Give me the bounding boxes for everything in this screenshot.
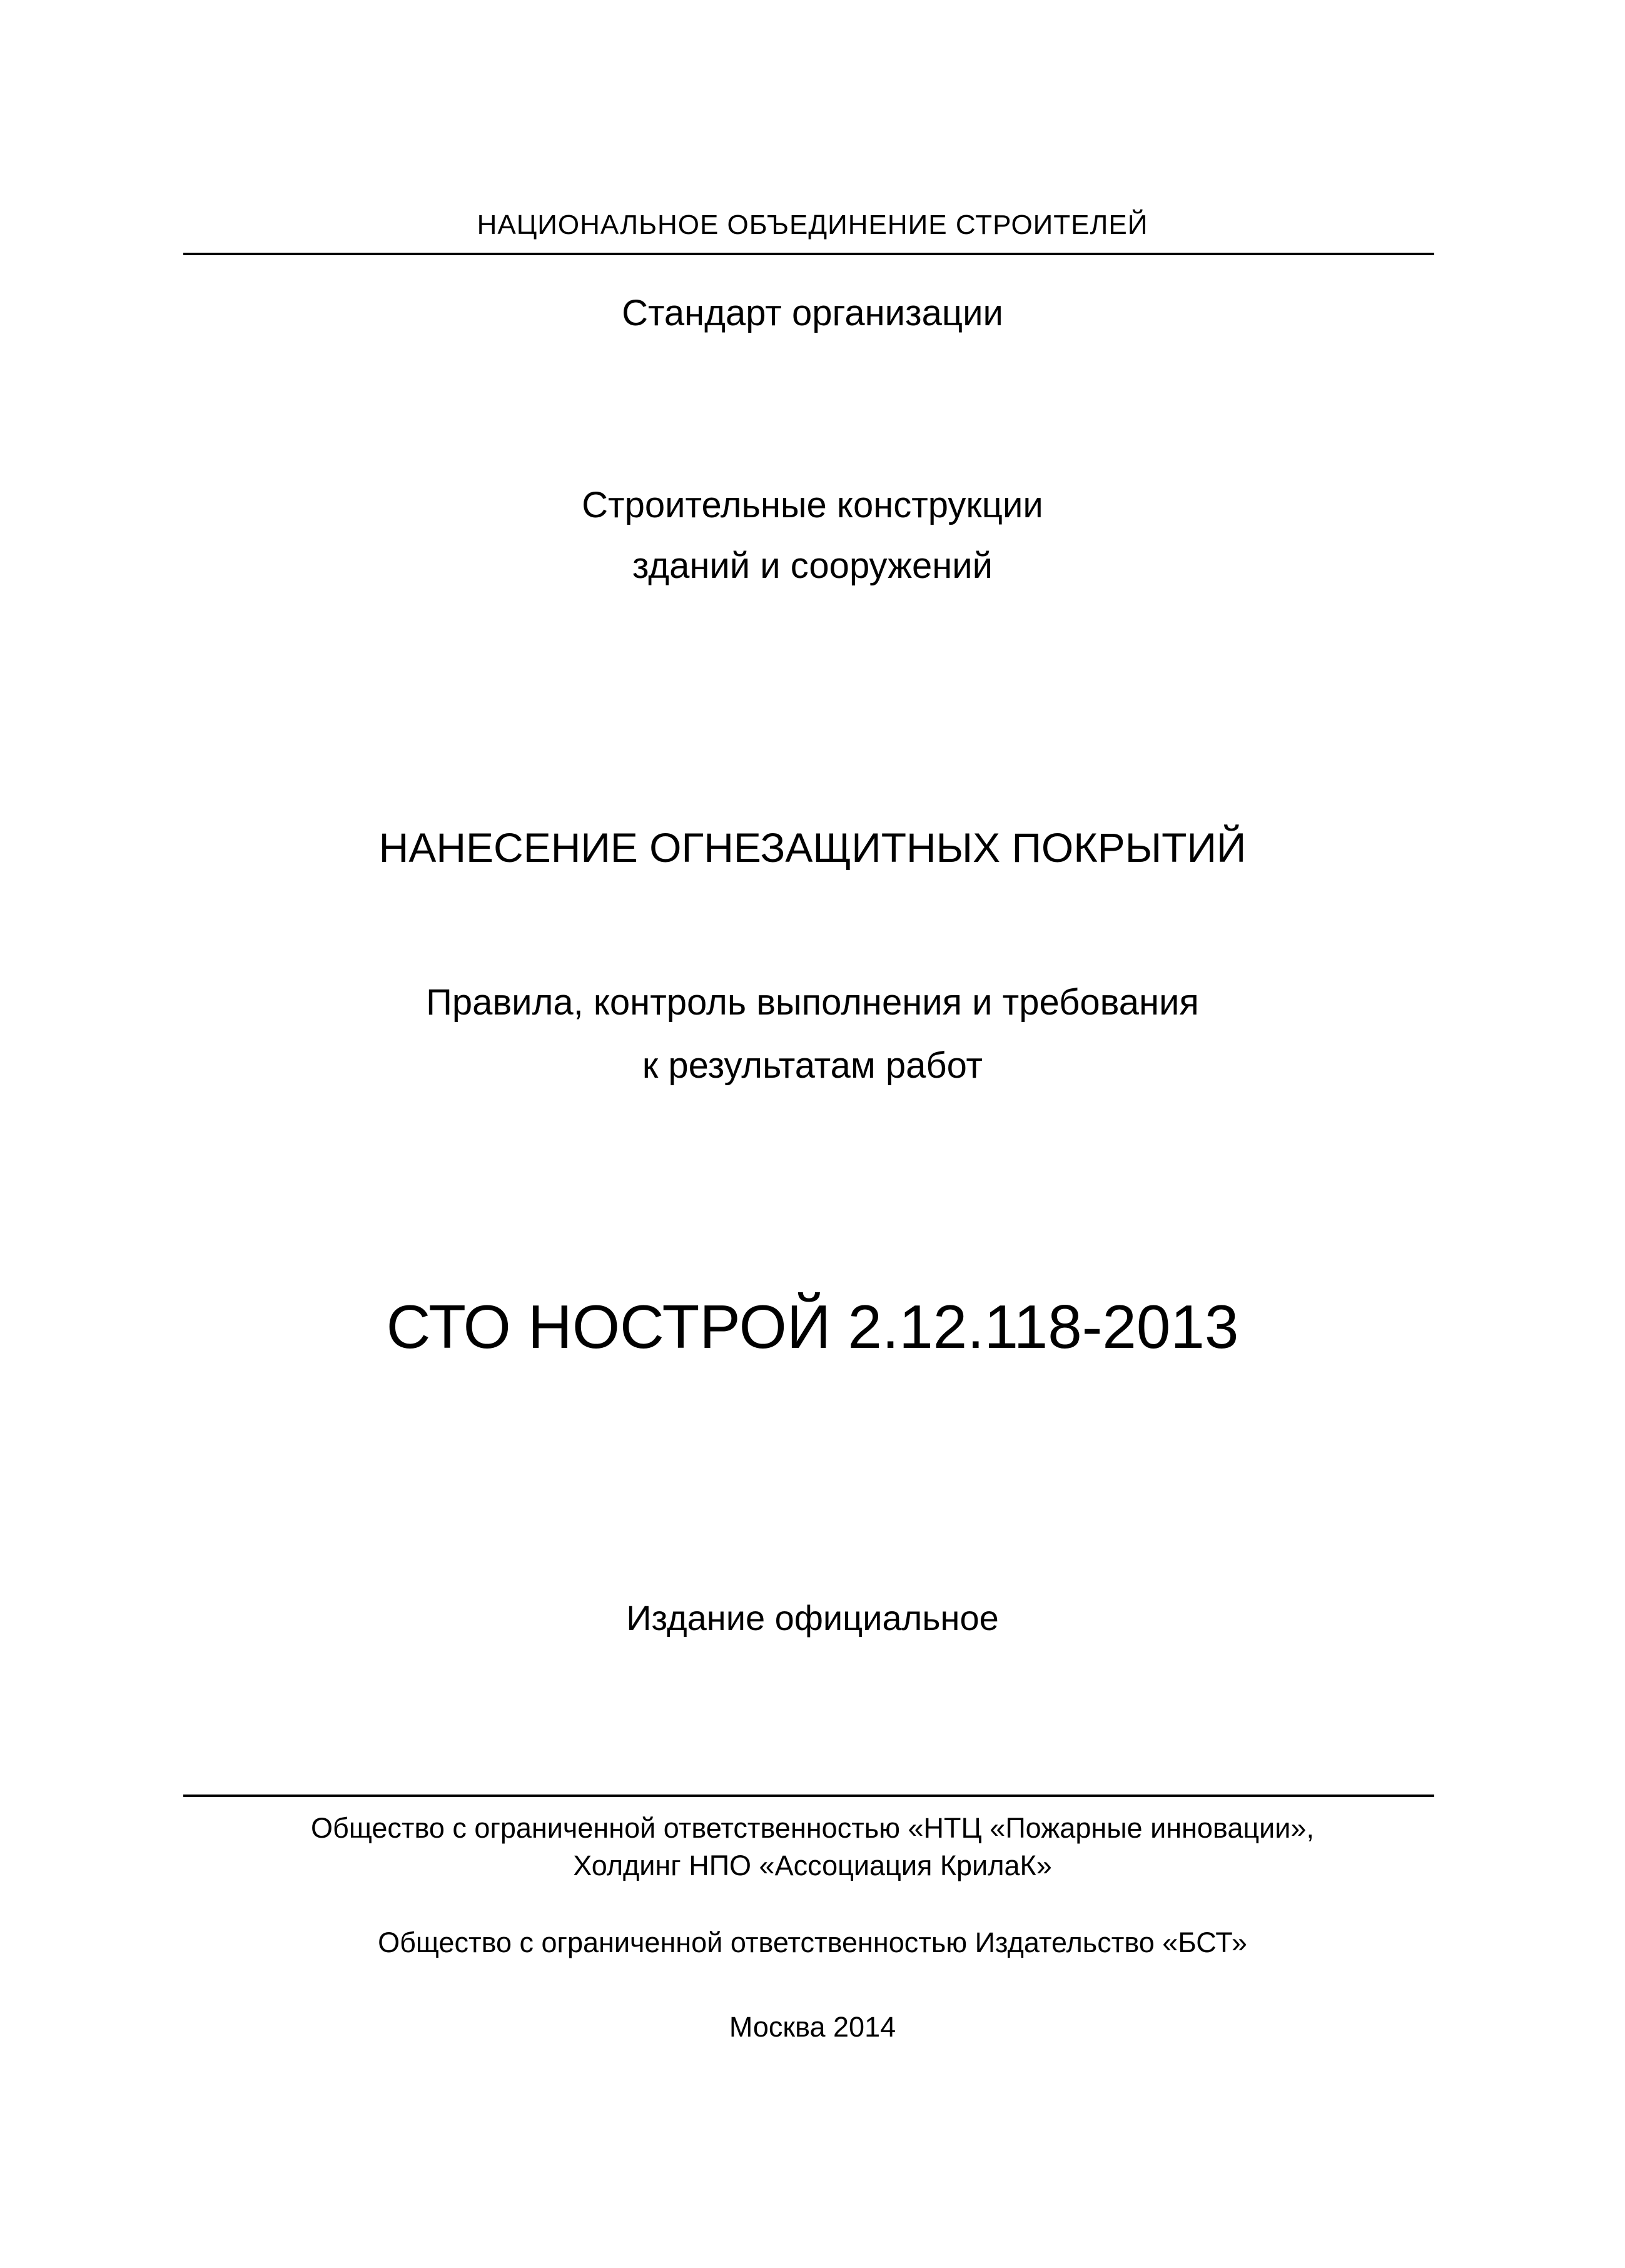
document-type: Стандарт организации (622, 293, 1003, 333)
edition-label: Издание официальное (626, 1598, 999, 1638)
subtitle-line-1: Правила, контроль выполнения и требования (426, 982, 1199, 1023)
footer-divider (183, 1795, 1434, 1797)
header-divider (183, 253, 1434, 255)
subtitle-line-2: к результатам работ (642, 1045, 983, 1086)
organization-header: НАЦИОНАЛЬНОЕ ОБЪЕДИНЕНИЕ СТРОИТЕЛЕЙ (477, 210, 1148, 240)
publisher-line: Общество с ограниченной ответственностью Издательство «БСТ» (378, 1926, 1247, 1958)
document-title: НАНЕСЕНИЕ ОГНЕЗАЩИТНЫХ ПОКРЫТИЙ (378, 824, 1247, 871)
category-line-1: Строительные конструкции (582, 485, 1043, 525)
developer-line-2: Холдинг НПО «Ассоциация КрилаК» (573, 1850, 1052, 1881)
document-code: СТО НОСТРОЙ 2.12.118-2013 (386, 1292, 1239, 1361)
place-year: Москва 2014 (729, 2011, 896, 2043)
developer-line-1: Общество с ограниченной ответственностью «НТЦ «Пожарные инновации», (311, 1812, 1314, 1844)
category-line-2: зданий и сооружений (632, 545, 993, 586)
